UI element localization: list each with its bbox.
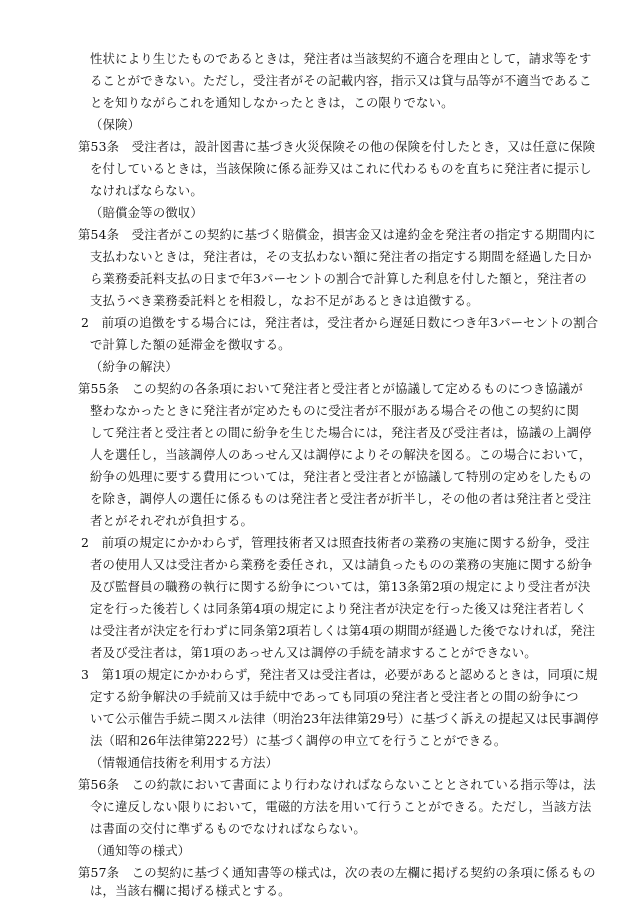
text-line: ら業務委託料支払の日まで年3パーセントの割合で計算した利息を付した額と，発注者の (90, 271, 587, 286)
article-line: 第53条 受注者は，設計図書に基づき火災保険その他の保険を付したとき，又は任意に保険 (78, 139, 596, 154)
text-line: 整わなかったときに発注者が定めたものに受注者が不服がある場合その他この契約に関 (90, 403, 580, 418)
text-line: を付しているときは，当該保険に係る証券又はこれに代わるものを直ちに発注者に提示し (90, 161, 592, 176)
text-line: は，当該右欄に掲げる様式とする。 (90, 883, 291, 898)
article-line: 第56条 この約款において書面により行わなければならないこととされている指示等は，法 (78, 777, 596, 792)
text-line: 定する紛争解決の手続前又は手続中であっても同項の発注者と受注者との間の紛争につ (90, 689, 579, 704)
paragraph-line: 2 前項の追徴をする場合には，発注者は，受注者から遅延日数につき年3パーセントの割合 (81, 315, 599, 330)
text-line: 定を行った後若しくは同条第4項の規定により発注者が決定を行った後又は発注者若しく (90, 601, 588, 616)
paragraph-line: 3 第1項の規定にかかわらず，発注者又は受注者は，必要があると認めるときは，同項に規 (81, 667, 598, 682)
article-line: 第57条 この契約に基づく通知書等の様式は，次の表の左欄に掲げる契約の条項に係るもの (78, 865, 596, 880)
text-line: 支払うべき業務委託料とを相殺し，なお不足があるときは追徴する。 (90, 293, 479, 308)
text-line: を除き，調停人の選任に係るものは発注者と受注者が折半し，その他の者は発注者と受注 (90, 491, 592, 506)
text-line: は書面の交付に準ずるものでなければならない。 (90, 821, 366, 836)
article-line: 第55条 この契約の各条項において発注者と受注者とが協議して定めるものにつき協議が (78, 381, 583, 396)
text-line: して発注者と受注者との間に紛争を生じた場合には，発注者及び受注者は，協議の上調停 (90, 425, 592, 440)
text-line: なければならない。 (90, 183, 203, 198)
text-line: いて公示催告手続ニ関スル法律（明治23年法律第29号）に基づく訴えの提起又は民事調停 (90, 711, 599, 726)
text-line: 法（昭和26年法律第222号）に基づく調停の申立てを行うことができる。 (90, 733, 507, 748)
text-line: 人を選任し，当該調停人のあっせん又は調停によりその解決を図る。この場合において， (90, 447, 592, 462)
text-line: ることができない。ただし，受注者がその記載内容，指示又は貸与品等が不適当であるこ (90, 73, 592, 88)
text-line: は受注者が決定を行わずに同条第2項若しくは第4項の期間が経過した後でなければ，発注 (90, 623, 596, 638)
text-line: 性状により生じたものであるときは，発注者は当該契約不適合を理由として，請求等をす (90, 51, 592, 66)
paragraph-line: 2 前項の規定にかかわらず，管理技術者又は照査技術者の業務の実施に関する紛争，受注 (81, 535, 590, 550)
article-line: 第54条 受注者がこの契約に基づく賠償金，損害金又は違約金を発注者の指定する期間内に (78, 227, 596, 242)
section-heading: （保険） (90, 117, 141, 132)
section-heading: （情報通信技術を利用する方法） (90, 755, 279, 770)
text-line: で計算した額の延滞金を徴収する。 (90, 337, 291, 352)
text-line: 者及び受注者は，第1項のあっせん又は調停の手続を請求することができない。 (90, 645, 537, 660)
text-line: 紛争の処理に要する費用については，発注者と受注者とが協議して特別の定めをしたもの (90, 469, 592, 484)
section-heading: （通知等の様式） (90, 843, 191, 858)
text-line: 令に違反しない限りにおいて，電磁的方法を用いて行うことができる。ただし，当該方法 (90, 799, 592, 814)
text-line: 支払わないときは，発注者は，その支払わない額に発注者の指定する期間を経過した日か (90, 249, 592, 264)
text-line: 者の使用人又は受注者から業務を委任され，又は請負ったものの業務の実施に関する紛争 (90, 557, 593, 572)
section-heading: （紛争の解決） (90, 359, 178, 374)
section-heading: （賠償金等の徴収） (90, 205, 203, 220)
text-line: 者とがそれぞれが負担する。 (90, 513, 254, 528)
text-line: とを知りながらこれを通知しなかったときは，この限りでない。 (90, 95, 454, 110)
text-line: 及び監督員の職務の執行に関する紛争については，第13条第2項の規定により受注者が決 (90, 579, 591, 594)
